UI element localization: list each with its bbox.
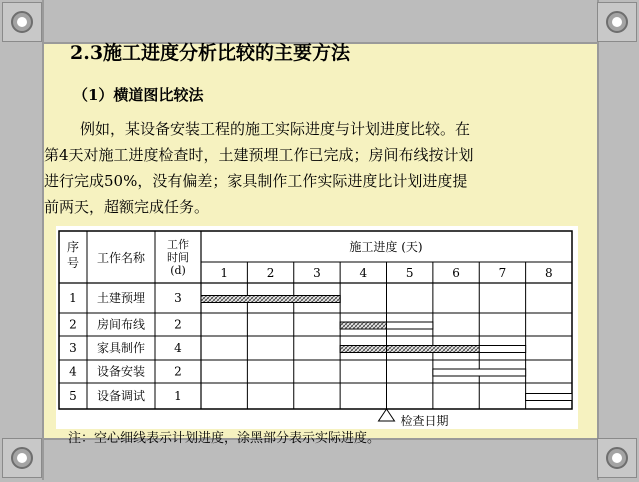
paragraph-line: 第4天对施工进度检查时，土建预埋工作已完成；房间布线按计划	[44, 146, 474, 164]
day-label: 2	[266, 266, 275, 280]
header-duration: 工作	[167, 238, 189, 251]
row-duration: 3	[174, 291, 182, 305]
section-subtitle: （1）横道图比较法	[73, 86, 204, 104]
actual-progress-bar	[340, 346, 479, 353]
row-task-name: 家具制作	[96, 341, 146, 355]
gantt-table-svg	[56, 226, 578, 429]
row-duration: 4	[174, 341, 182, 355]
day-label: 8	[544, 266, 553, 280]
day-label: 3	[313, 266, 321, 280]
check-date-marker-icon	[379, 409, 395, 421]
planned-progress-bar	[433, 369, 526, 376]
corner-rivet-icon	[2, 2, 42, 42]
row-task-name: 设备调试	[96, 389, 146, 403]
gantt-table	[56, 226, 578, 429]
header-progress: 施工进度 (天)	[349, 240, 423, 254]
corner-rivet-icon	[597, 438, 637, 478]
corner-rivet-icon	[597, 2, 637, 42]
row-task-name: 房间布线	[96, 317, 146, 332]
row-duration: 2	[174, 364, 182, 379]
legend-note: 注：空心细线表示计划进度，涂黑部分表示实际进度。	[68, 431, 381, 446]
frame-right-border	[597, 0, 639, 480]
day-label: 7	[498, 266, 507, 280]
frame-left-border	[0, 0, 44, 480]
row-seq: 4	[69, 364, 77, 379]
header-duration: (d)	[170, 264, 186, 277]
day-label: 4	[359, 266, 368, 280]
header-seq: 序	[66, 240, 80, 254]
row-seq: 3	[69, 341, 77, 355]
row-task-name: 土建预埋	[96, 291, 146, 305]
actual-progress-bar	[201, 296, 340, 303]
planned-progress-bar	[526, 394, 572, 401]
check-date-label: 检查日期	[400, 414, 449, 428]
corner-rivet-icon	[2, 438, 42, 478]
header-duration: 时间	[167, 251, 189, 264]
row-duration: 1	[174, 389, 182, 403]
row-duration: 2	[174, 317, 182, 332]
paragraph-line: 例如，某设备安装工程的施工实际进度与计划进度比较。在	[80, 120, 471, 138]
row-seq: 2	[69, 317, 77, 332]
slide-title: 2.3施工进度分析比较的主要方法	[70, 42, 351, 64]
header-name: 工作名称	[96, 251, 146, 265]
row-seq: 1	[69, 291, 77, 305]
actual-progress-bar	[340, 322, 386, 329]
paragraph-line: 进行完成50%，没有偏差；家具制作工作实际进度比计划进度提	[44, 172, 468, 190]
paragraph-line: 前两天，超额完成任务。	[44, 198, 210, 216]
header-seq: 号	[66, 256, 80, 270]
day-label: 6	[452, 266, 460, 280]
row-seq: 5	[69, 389, 77, 403]
day-label: 5	[405, 266, 414, 280]
example-paragraph	[44, 116, 584, 220]
day-label: 1	[220, 266, 229, 280]
row-task-name: 设备安装	[96, 364, 146, 379]
